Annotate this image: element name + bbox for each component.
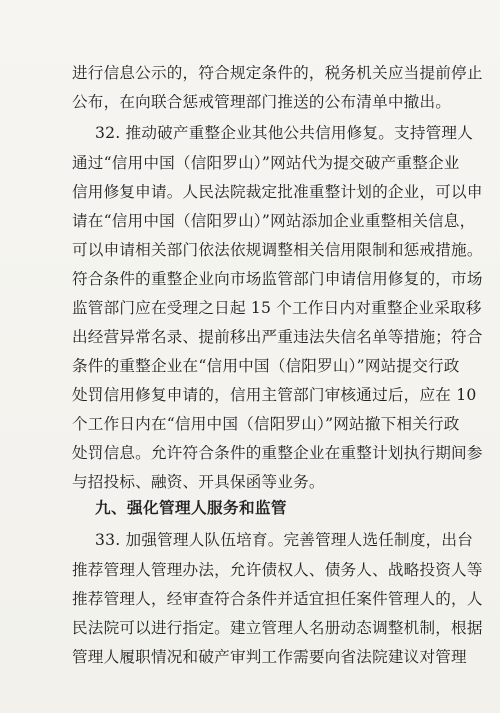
text-line: 推荐管理人，经审查符合条件并适宜担任案件管理人的，人: [72, 590, 483, 608]
paragraph-32-start: 32. 推动破产重整企业其他公共信用修复。支持管理人: [95, 124, 474, 142]
text-line: 处罚信息。允许符合条件的重整企业在重整计划执行期间参: [72, 444, 483, 462]
text-line: 可以申请相关部门依法依规调整相关信用限制和惩戒措施。: [72, 241, 483, 259]
paragraph-33-start: 33. 加强管理人队伍培育。完善管理人选任制度，出台: [95, 531, 474, 549]
text-line: 符合条件的重整企业向市场监管部门申请信用修复的，市场: [72, 270, 483, 288]
text-line: 处罚信用修复申请的，信用主管部门审核通过后，应在 10: [72, 386, 477, 404]
text-line: 个工作日内在“信用中国（信阳罗山）”网站撤下相关行政: [72, 415, 460, 433]
text-line: 民法院可以进行指定。建立管理人名册动态调整机制，根据: [72, 619, 483, 637]
text-line: 推荐管理人管理办法，允许债权人、债务人、战略投资人等: [72, 561, 483, 579]
text-line: 信用修复申请。人民法院裁定批准重整计划的企业，可以申: [72, 183, 483, 201]
text-line: 监管部门应在受理之日起 15 个工作日内对重整企业采取移: [72, 299, 482, 317]
text-line: 出经营异常名录、提前移出严重违法失信名单等措施；符合: [72, 328, 483, 346]
text-line: 通过“信用中国（信阳罗山）”网站代为提交破产重整企业: [72, 154, 460, 172]
text-line: 条件的重整企业在“信用中国（信阳罗山）”网站提交行政: [72, 357, 460, 375]
text-line: 与招投标、融资、开具保函等业务。: [72, 473, 325, 491]
section-heading: 九、强化管理人服务和监管: [95, 499, 287, 517]
text-line: 公布，在向联合惩戒管理部门推送的公布清单中撤出。: [72, 93, 452, 111]
text-line: 管理人履职情况和破产审判工作需要向省法院建议对管理: [72, 648, 467, 666]
text-line: 请在“信用中国（信阳罗山）”网站添加企业重整相关信息，: [72, 212, 476, 230]
text-line: 进行信息公示的，符合规定条件的，税务机关应当提前停止: [72, 64, 483, 82]
